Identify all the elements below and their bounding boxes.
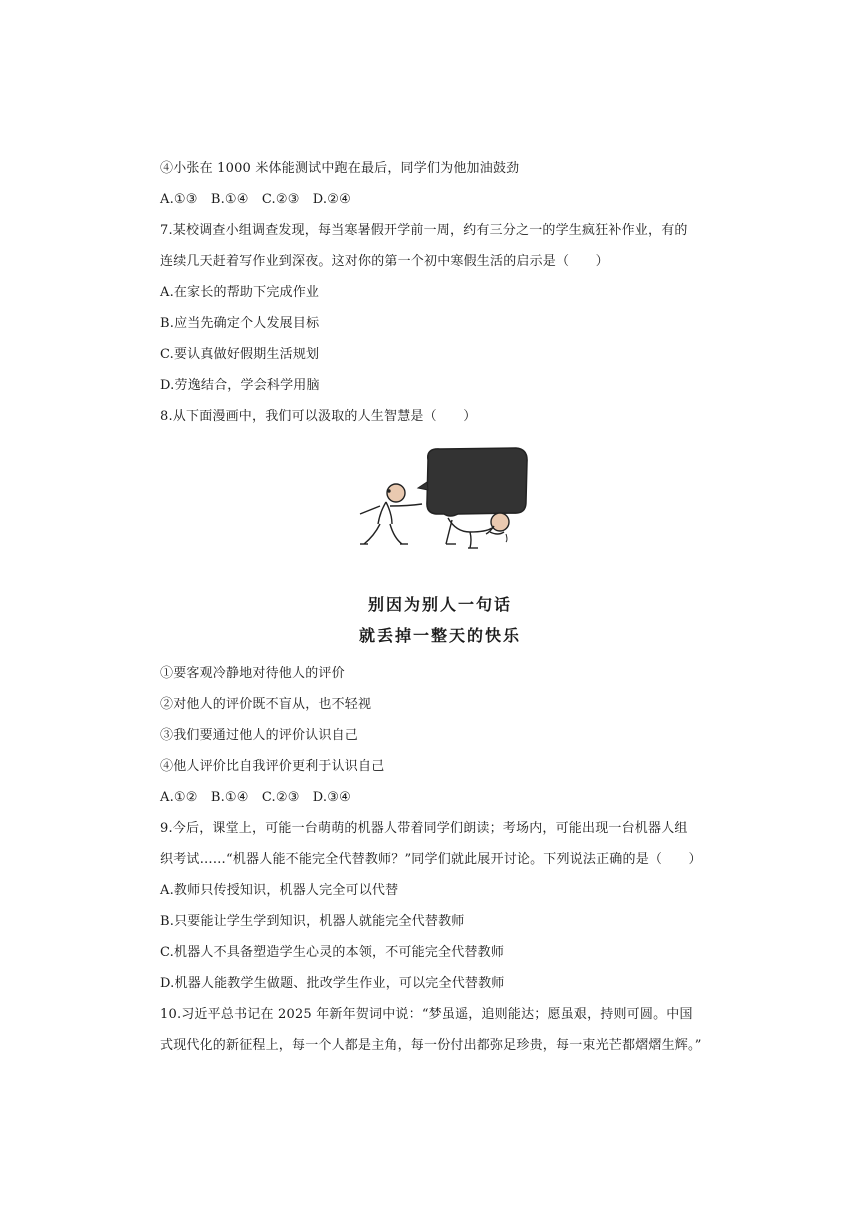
q9-stem-line1: 9.今后，课堂上，可能一台萌萌的机器人带着同学们朗读；考场内，可能出现一台机器人组 [160, 821, 688, 836]
q7-option-a: A.在家长的帮助下完成作业 [160, 285, 320, 300]
q7-option-d: D.劳逸结合，学会科学用脑 [160, 378, 320, 393]
heavy-box-shape [427, 448, 527, 516]
q8-item-4: ④他人评价比自我评价更利于认识自己 [160, 759, 385, 774]
q9-option-c: C.机器人不具备塑造学生心灵的本领，不可能完全代替教师 [160, 945, 505, 960]
q8-stem: 8.从下面漫画中，我们可以汲取的人生智慧是（ ） [160, 409, 477, 424]
q10-stem-line1: 10.习近平总书记在 2025 年新年贺词中说：“梦虽遥，追则能达；愿虽艰，持则可圆。中国 [160, 1007, 693, 1022]
q9-option-d: D.机器人能教学生做题、批改学生作业，可以完全代替教师 [160, 976, 505, 991]
q6-options: A.①③ B.①④ C.②③ D.②④ [160, 192, 351, 207]
comic-illustration [340, 440, 540, 655]
q8-item-1: ①要客观冷静地对待他人的评价 [160, 666, 345, 681]
q9-stem-line2: 织考试……“机器人能不能完全代替教师？”同学们就此展开讨论。下列说法正确的是（ ） [160, 852, 702, 867]
burdened-person-figure [446, 513, 509, 548]
pointing-person-figure [360, 484, 422, 544]
q7-stem-line1: 7.某校调查小组调查发现，每当寒暑假开学前一周，约有三分之一的学生疯狂补作业，有的 [160, 223, 688, 238]
q8-options: A.①② B.①④ C.②③ D.③④ [160, 790, 351, 805]
q9-option-a: A.教师只传授知识，机器人完全可以代替 [160, 883, 399, 898]
q10-stem-line2: 式现代化的新征程上，每一个人都是主角，每一份付出都弥足珍贵，每一束光芒都熠熠生辉。” [160, 1038, 702, 1053]
speech-tail-shape [418, 482, 428, 490]
q8-item-3: ③我们要通过他人的评价认识自己 [160, 728, 359, 743]
comic-caption-line1: 别因为别人一句话 [367, 595, 512, 614]
q7-option-b: B.应当先确定个人发展目标 [160, 316, 320, 331]
q9-option-b: B.只要能让学生学到知识，机器人就能完全代替教师 [160, 914, 465, 929]
q6-item-4: ④小张在 1000 米体能测试中跑在最后，同学们为他加油鼓劲 [160, 161, 520, 176]
q7-option-c: C.要认真做好假期生活规划 [160, 347, 320, 362]
comic-caption-line2: 就丢掉一整天的快乐 [358, 626, 521, 645]
q8-item-2: ②对他人的评价既不盲从，也不轻视 [160, 697, 372, 712]
q7-stem-line2: 连续几天赶着写作业到深夜。这对你的第一个初中寒假生活的启示是（ ） [160, 254, 609, 269]
